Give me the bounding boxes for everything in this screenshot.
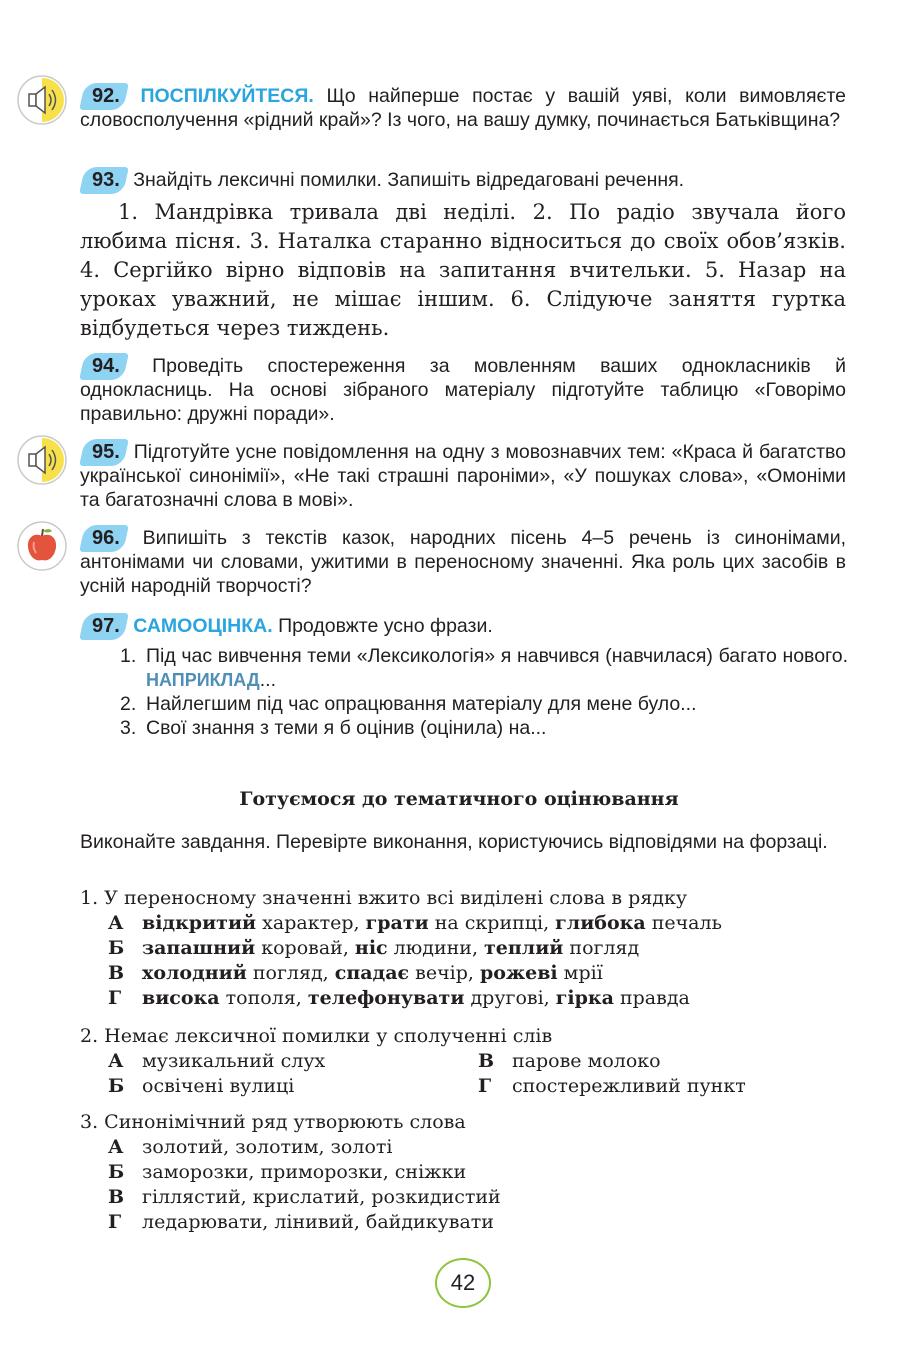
sentences-text: 1. Мандрівка тривала дві неділі. 2. По радіо звучала його любима пісня. 3. Наталка старанно відноситься до своїх обов’язків. 4. Сергійко вірно відповів на запитання вчительки. 5. Назар на уроках уважний, не мішає іншим. 6. Слідуюче заняття гуртка відбудеться через тиждень. [80, 200, 846, 340]
section-intro: Виконайте завдання. Перевірте виконання, користуючись відповідями на форзаці. [80, 831, 828, 853]
option-text: запашний коровай, ніс людини, теплий погляд [142, 937, 640, 959]
task-text: Знайдіть лексичні помилки. Запишіть відредаговані речення. [133, 169, 685, 191]
page-number: 42 [435, 1258, 491, 1308]
highlighted-word: спадає [334, 962, 410, 984]
highlighted-word: телефонувати [307, 987, 465, 1009]
highlighted-word: теплий [484, 937, 564, 959]
highlighted-word: глибока [555, 912, 646, 934]
item-text: Під час вивчення теми «Лексикологія» я навчився (навчилася) багато нового. [146, 645, 848, 667]
option-text: гіллястий, крислатий, розкидистий [142, 1186, 501, 1208]
item-number: 2. [120, 693, 137, 715]
option-letter: Г [108, 1211, 122, 1233]
task-number: 95. [82, 440, 124, 464]
task-text: Проведіть спостереження за мовленням ваших однокласників й однокласниць. На основі зібраного матеріалу підготуйте таблицю «Говорімо правильно: дружні поради». [80, 355, 846, 425]
item-keyword: НАПРИКЛАД [146, 670, 260, 690]
apple-icon[interactable] [16, 520, 68, 572]
item-ellipsis: ... [259, 669, 277, 691]
option-text: золотий, золотим, золоті [142, 1136, 393, 1158]
highlighted-word: грати [365, 912, 429, 934]
option-text: спостережливий пункт [512, 1075, 746, 1097]
list-item [120, 716, 848, 740]
option-letter: А [108, 1050, 124, 1072]
speaker-icon[interactable] [16, 434, 68, 486]
task-text: Випишіть з текстів казок, народних пісень 4–5 речень із синонімами, антонімами чи словами, ужитими в переносному значенні. Яка роль цих засобів в усній народній творчості? [80, 527, 847, 597]
question-1 [80, 886, 850, 1011]
speaker-icon[interactable] [16, 74, 68, 126]
highlighted-word: відкритий [142, 912, 257, 934]
answer-option [80, 986, 850, 1011]
item-text: Найлегшим під час опрацювання матеріалу для мене було... [146, 693, 697, 715]
highlighted-word: рожеві [479, 962, 558, 984]
option-letter: Б [108, 937, 125, 959]
task-96 [80, 526, 846, 598]
list-item [120, 692, 848, 716]
task-93 [80, 168, 846, 192]
option-letter: Г [478, 1075, 492, 1097]
option-letter: А [108, 1136, 124, 1158]
item-number: 3. [120, 717, 137, 739]
task-number: 92. [82, 84, 124, 108]
task-94 [80, 354, 846, 426]
option-letter: А [108, 912, 124, 934]
option-letter: В [478, 1050, 495, 1072]
highlighted-word: запашний [142, 937, 256, 959]
option-text: музикальний слух [142, 1050, 326, 1072]
option-letter: Б [108, 1161, 125, 1183]
task-number: 94. [82, 354, 124, 378]
answer-option [80, 1185, 850, 1210]
option-text: ледарювати, лінивий, байдикувати [142, 1211, 494, 1233]
answer-option [80, 1160, 850, 1185]
option-text: парове молоко [512, 1050, 661, 1072]
task-97 [80, 614, 846, 638]
answer-option [80, 936, 850, 961]
option-text: холодний погляд, спадає вечір, рожеві мрії [142, 962, 603, 984]
task-95 [80, 440, 846, 512]
answer-option [80, 1135, 850, 1160]
option-text: освічені вулиці [142, 1075, 295, 1097]
answer-option [80, 961, 850, 986]
question-text: 2. Немає лексичної помилки у сполученні слів [80, 1025, 553, 1047]
answer-option [80, 1210, 850, 1235]
option-text: відкритий характер, грати на скрипці, глибока печаль [142, 912, 722, 934]
option-letter: Б [108, 1075, 125, 1097]
task-keyword: САМООЦІНКА. [133, 615, 273, 637]
task-text: Що найперше постає у вашій уяві, коли вимовляєте словосполучення «рідний край»? Із чого, на вашу думку, починається Батьківщина? [80, 85, 847, 131]
answer-option [478, 1074, 848, 1099]
task-93-sentences [80, 198, 846, 343]
answer-option [478, 1049, 848, 1074]
task-92 [80, 84, 846, 132]
task-text: Підготуйте усне повідомлення на одну з мовознавчих тем: «Краса й багатство української синонімії», «Не такі страшні пароніми», «У пошуках слова», «Омоніми та багатозначні слова в мові». [80, 441, 847, 511]
task-keyword: ПОСПІЛКУЙТЕСЯ. [140, 85, 314, 107]
item-number: 1. [120, 645, 137, 667]
question-2 [80, 1024, 850, 1099]
task-number: 97. [82, 614, 124, 638]
task-number: 96. [82, 526, 124, 550]
highlighted-word: ніс [354, 937, 388, 959]
answer-option [80, 911, 850, 936]
task-97-list [120, 644, 848, 740]
section-heading: Готуємося до тематичного оцінювання [239, 788, 679, 810]
option-text: заморозки, приморозки, сніжки [142, 1161, 467, 1183]
option-letter: В [108, 1186, 125, 1208]
task-number: 93. [82, 168, 124, 192]
question-text: 1. У переносному значенні вжито всі виділені слова в рядку [80, 887, 688, 909]
item-text: Свої знання з теми я б оцінив (оцінила) на... [146, 717, 547, 739]
option-letter: Г [108, 987, 122, 1009]
answer-option [108, 1074, 478, 1099]
answer-option [108, 1049, 478, 1074]
highlighted-word: гірка [555, 987, 614, 1009]
question-text: 3. Синонімічний ряд утворюють слова [80, 1111, 466, 1133]
question-3 [80, 1110, 850, 1235]
highlighted-word: висока [142, 987, 220, 1009]
option-text: висока тополя, телефонувати другові, гірка правда [142, 987, 690, 1009]
option-letter: В [108, 962, 125, 984]
highlighted-word: холодний [142, 962, 247, 984]
task-text: Продовжте усно фрази. [278, 615, 493, 637]
list-item [120, 644, 848, 692]
